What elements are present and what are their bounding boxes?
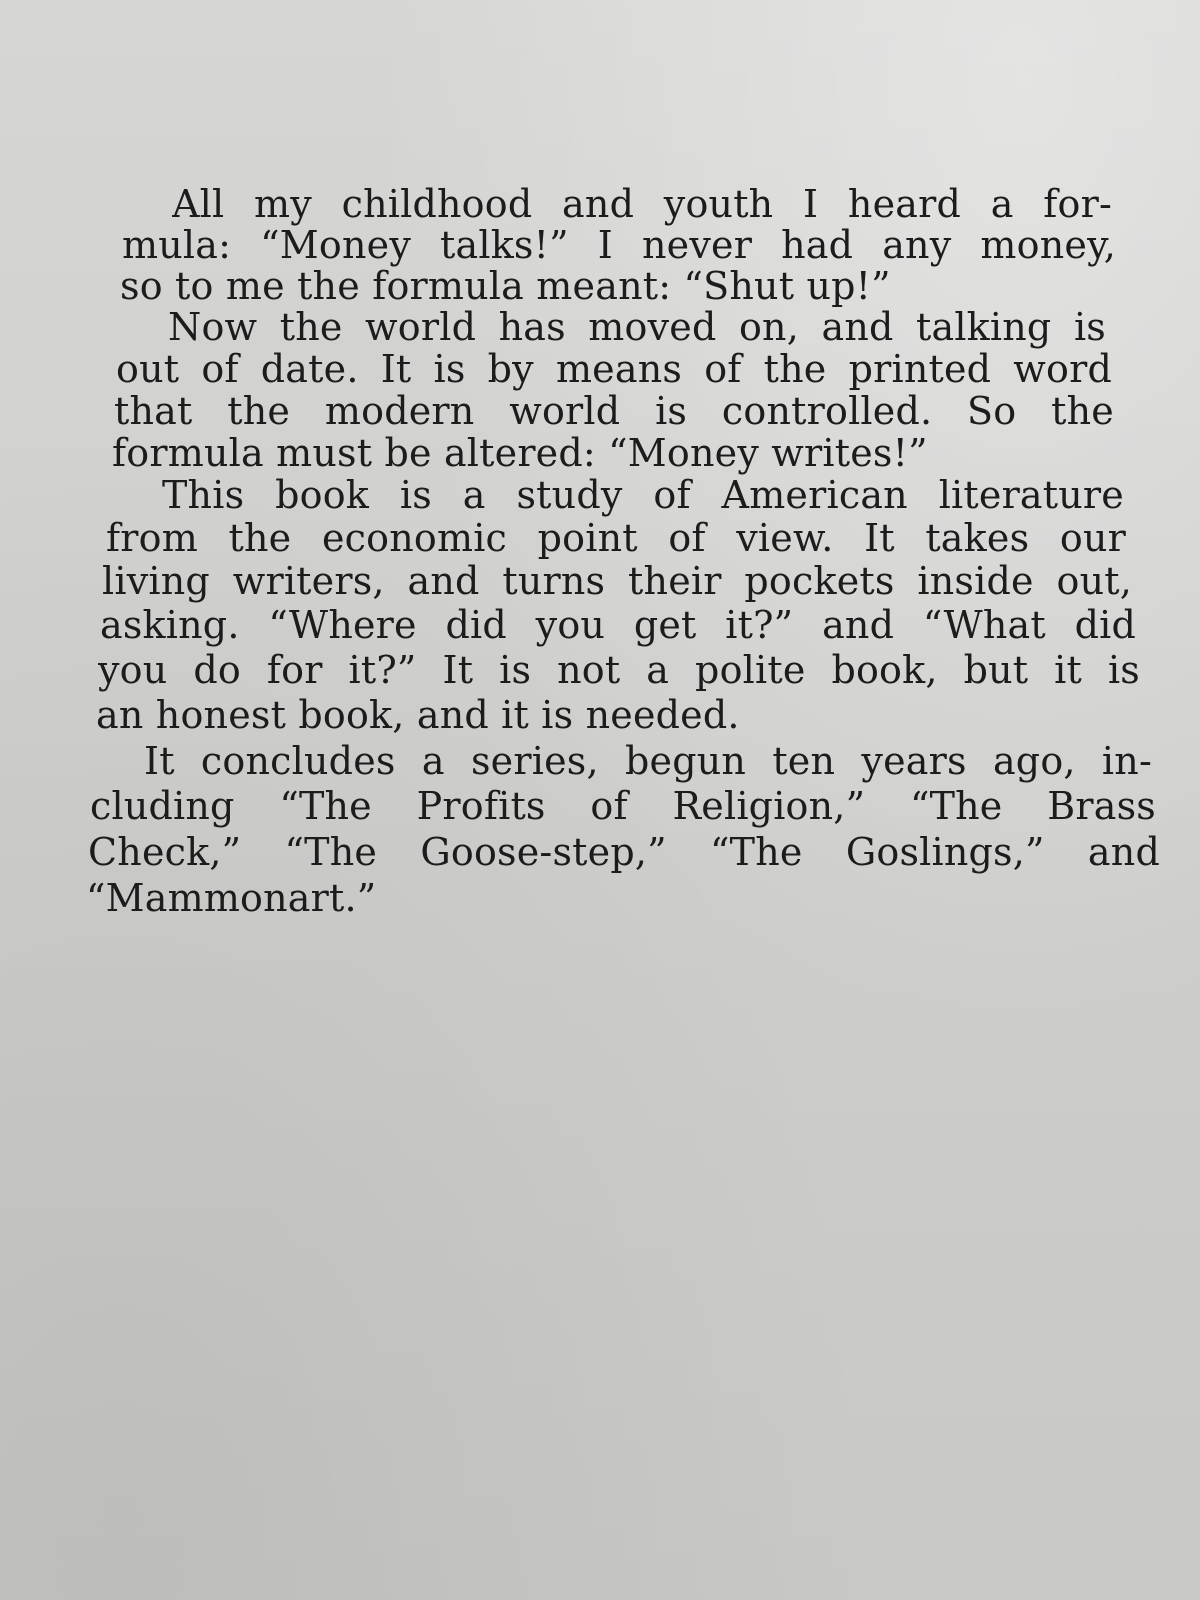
text-line: mula: “Money talks!” I never had any money, (122, 223, 1116, 267)
text-line: asking. “Where did you get it?” and “What did (100, 603, 1136, 647)
text-line: This book is a study of American literature (162, 473, 1124, 517)
text-line: so to me the formula meant: “Shut up!” (120, 264, 891, 308)
text-line: an honest book, and it is needed. (96, 693, 740, 737)
text-line: out of date. It is by means of the printed word (116, 347, 1112, 391)
text-line: “Mammonart.” (86, 876, 377, 920)
text-line: formula must be altered: “Money writes!” (112, 431, 928, 475)
text-line: living writers, and turns their pockets inside out, (102, 559, 1132, 603)
text-line: you do for it?” It is not a polite book, but it is (98, 648, 1140, 692)
text-line: from the economic point of view. It takes our (106, 516, 1126, 560)
text-line: that the modern world is controlled. So the (114, 389, 1114, 433)
text-line: Check,” “The Goose-step,” “The Goslings,” and (88, 830, 1160, 874)
text-line: Now the world has moved on, and talking is (168, 305, 1106, 349)
text-line: cluding “The Profits of Religion,” “The Brass (90, 784, 1156, 828)
text-line: It concludes a series, begun ten years ago, in- (144, 739, 1152, 783)
text-line: All my childhood and youth I heard a for- (172, 182, 1112, 226)
